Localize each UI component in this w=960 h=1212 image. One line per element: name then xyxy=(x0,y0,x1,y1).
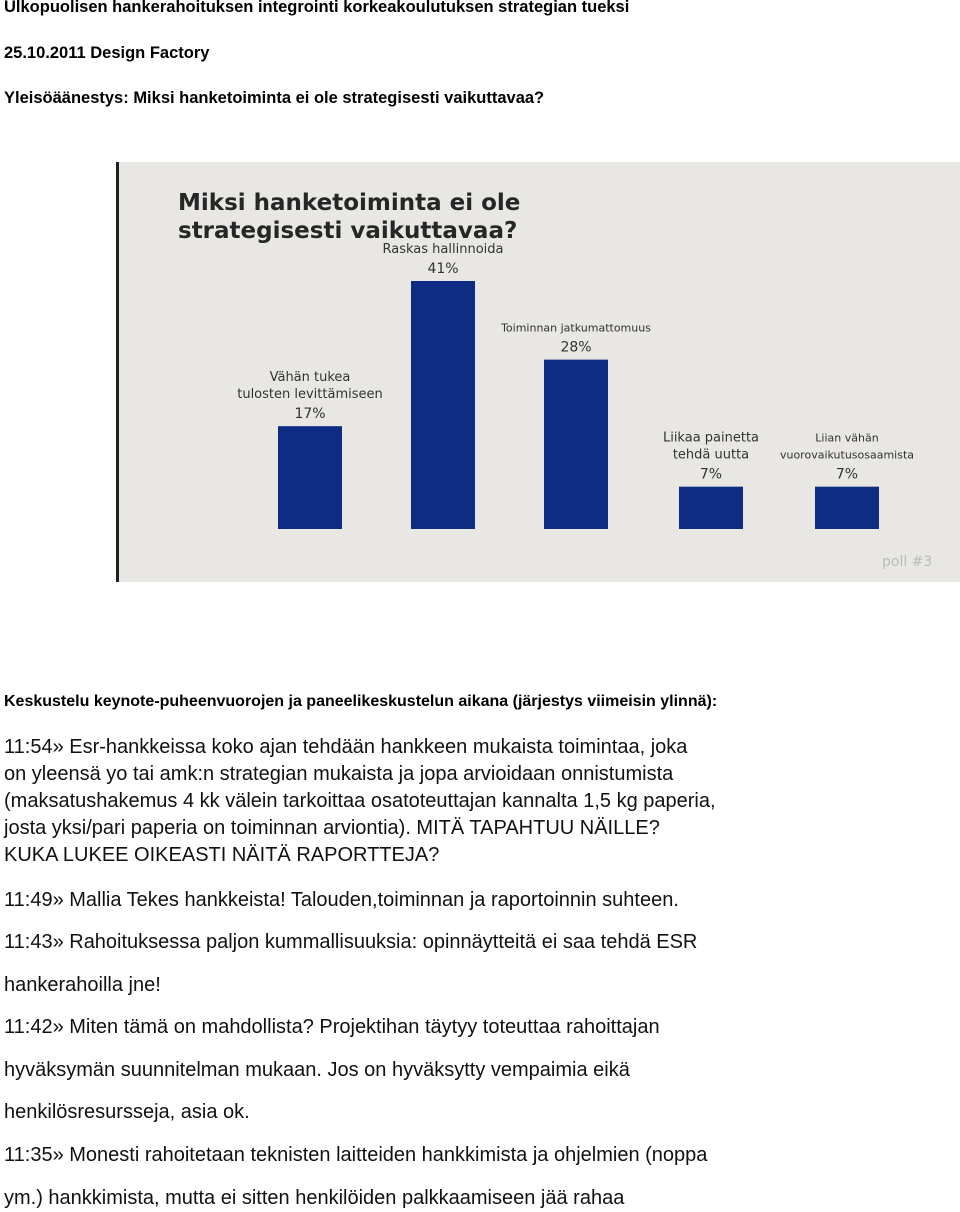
comment-line: josta yksi/pari paperia on toiminnan arviontia). MITÄ TAPAHTUU NÄILLE? xyxy=(4,817,660,839)
comment-line: 11:43» Rahoituksessa paljon kummallisuuksia: opinnäytteitä ei saa tehdä ESR xyxy=(4,931,698,953)
chart-bar xyxy=(544,360,608,529)
chart-category-label: Toiminnan jatkumattomuus xyxy=(501,321,651,335)
comment-line: (maksatushakemus 4 kk välein tarkoittaa osatoteuttajan kannalta 1,5 kg paperia, xyxy=(4,790,716,812)
chart-value-label: 28% xyxy=(560,339,592,356)
poll-chart xyxy=(116,162,960,582)
chart-category-label: Vähän tukea xyxy=(269,370,351,386)
chart-bar xyxy=(679,487,743,529)
chart-bar xyxy=(411,281,475,529)
comment-line: 11:35» Monesti rahoitetaan teknisten laitteiden hankkimista ja ohjelmien (noppa xyxy=(4,1144,708,1166)
event-date-place: 25.10.2011 Design Factory xyxy=(4,44,210,62)
chart-category-label: tehdä uutta xyxy=(672,447,750,463)
chart-left-edge xyxy=(116,162,119,582)
chart-bar xyxy=(278,426,342,529)
chart-value-label: 7% xyxy=(699,466,723,483)
chart-category-label: vuorovaikutusosaamista xyxy=(779,448,915,462)
chart-value-label: 17% xyxy=(294,406,326,423)
comment-line: 11:49» Mallia Tekes hankkeista! Talouden,toiminnan ja raportoinnin suhteen. xyxy=(4,889,679,911)
chart-value-label: 41% xyxy=(427,261,459,277)
chart-bar xyxy=(815,487,879,529)
chart-category-label: Liikaa painetta xyxy=(662,430,760,446)
chart-footer: poll #3 xyxy=(882,554,933,570)
poll-question: Yleisöäänestys: Miksi hanketoiminta ei ole strategisesti vaikuttavaa? xyxy=(4,89,545,107)
document-title: Ulkopuolisen hankerahoituksen integrointi korkeakoulutuksen strategian tueksi xyxy=(4,0,630,16)
comment-line: hyväksymän suunnitelman mukaan. Jos on hyväksytty vempaimia eikä xyxy=(4,1059,630,1081)
comment-line: KUKA LUKEE OIKEASTI NÄITÄ RAPORTTEJA? xyxy=(4,844,440,866)
comment-line: ym.) hankkimista, mutta ei sitten henkilöiden palkkaamiseen jää rahaa xyxy=(4,1187,625,1209)
chart-category-label: Raskas hallinnoida xyxy=(382,242,504,257)
comment-line: henkilösresursseja, asia ok. xyxy=(4,1101,250,1123)
chart-category-label: Liian vähän xyxy=(815,431,879,445)
comment-line: hankerahoilla jne! xyxy=(4,974,161,996)
chart-value-label: 7% xyxy=(835,466,859,483)
chart-title-line2: strategisesti vaikuttavaa? xyxy=(178,218,518,244)
discussion-heading: Keskustelu keynote-puheenvuorojen ja paneelikeskustelun aikana (järjestys viimeisin ylinnä): xyxy=(4,693,718,710)
chart-title-line1: Miksi hanketoiminta ei ole xyxy=(178,190,521,216)
chart-category-label: tulosten levittämiseen xyxy=(237,387,383,403)
comment-line: 11:42» Miten tämä on mahdollista? Projektihan täytyy toteuttaa rahoittajan xyxy=(4,1016,660,1038)
comment-line: on yleensä yo tai amk:n strategian mukaista ja jopa arvioidaan onnistumista xyxy=(4,763,674,785)
poll-chart-svg xyxy=(116,162,960,582)
comment-line: 11:54» Esr-hankkeissa koko ajan tehdään hankkeen mukaista toimintaa, joka xyxy=(4,736,688,758)
